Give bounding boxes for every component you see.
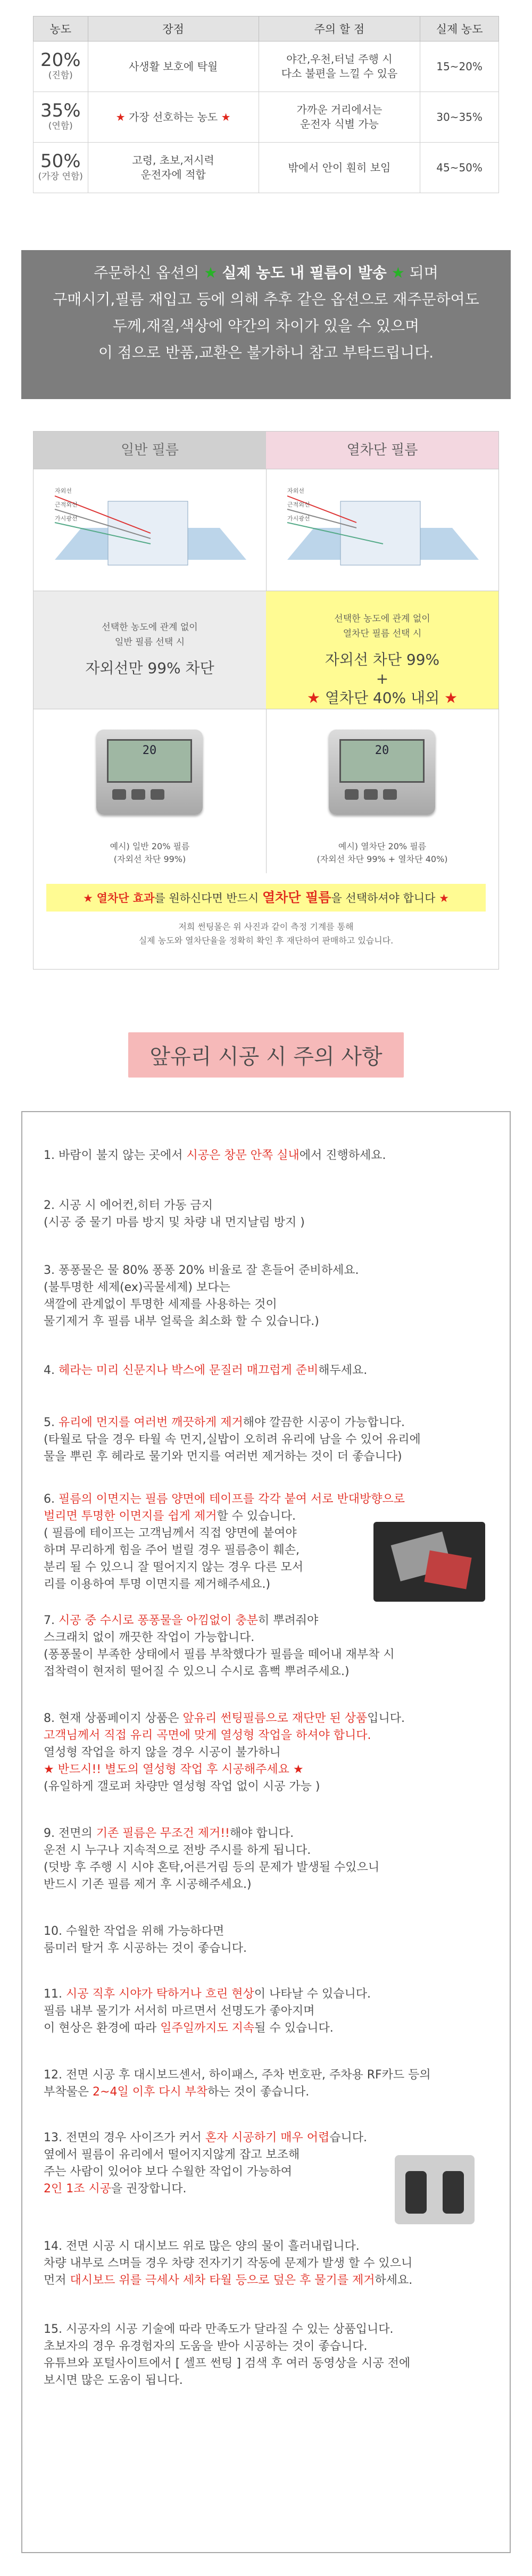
- measurement-note: 저희 썬팅몰은 위 사진과 같이 측정 기계를 통해 실제 농도와 열차단율을 정확히 확인 후 재단하여 판매하고 있습니다.: [138, 922, 394, 946]
- density-cell: 20% (진함): [34, 42, 88, 92]
- heat-block-film-desc: 선택한 농도에 관계 없이 열차단 필름 선택 시 자외선 차단 99% + ★ 열차단 40% 내외 ★: [266, 591, 498, 709]
- real-cell: 45~50%: [420, 143, 499, 193]
- heat-block-film-caption: 예시) 열차단 20% 필름 (자외선 차단 99% + 열차단 40%): [317, 841, 448, 864]
- red-star-icon: ★: [115, 110, 126, 123]
- diagram-label: 자외선: [55, 487, 72, 494]
- heat-block-film-diagram: [266, 469, 498, 591]
- heat-block-film-header: 열차단 필름: [266, 432, 498, 469]
- col-header-pros: 장점: [88, 16, 259, 42]
- table-row: [34, 92, 499, 143]
- caution-item-9: 9. 전면의 기존 필름은 무조건 제거!!해야 합니다. 운전 시 누구나 지속적으로 전방 주시를 하게 됩니다. (덧방 후 주행 시 시야 혼탁,어른거림 등의 문제가 발생될 수있으니 반드시 기존 필름 제거 후 시공해주세요.): [44, 1827, 380, 1891]
- pro-cell: 고령, 초보,저시력 운전자에 적합: [88, 143, 259, 193]
- caution-item-8: 8. 현재 상품페이지 상품은 앞유리 썬팅필름으로 재단만 된 상품입니다. 고객님께서 직접 유리 곡면에 맞게 열성형 작업을 하셔야 합니다. 열성형 작업을 하지 않을 경우 시공이 불가하니 ★ 반드시!! 별도의 열성형 작업 후 시공해주세요 ★ (유일하게 갤로퍼 차량만 열성형 작업 없이 시공 가능 ): [44, 1712, 405, 1793]
- film-comparison: [33, 431, 499, 970]
- caution-item-4: 4. 헤라는 미리 신문지나 박스에 문질러 매끄럽게 준비해두세요.: [44, 1364, 368, 1377]
- caution-cell: 야간,우천,터널 주행 시 다소 불편을 느낄 수 있음: [259, 42, 420, 92]
- film-peeling-photo: [373, 1522, 485, 1602]
- light-diagram-illustration: [44, 480, 257, 581]
- real-cell: 30~35%: [420, 92, 499, 143]
- caution-cell: 가까운 거리에서는 운전자 식별 가능: [259, 92, 420, 143]
- notice-line-1: 주문하신 옵션의 ★ 실제 농도 내 필름이 발송 ★ 되며: [94, 264, 438, 281]
- section-title: 앞유리 시공 시 주의 사항: [0, 1032, 532, 1078]
- notice-line-2: 구매시기,필름 재입고 등에 의해 추후 같은 옵션으로 재주문하여도: [53, 291, 479, 308]
- diagram-label: 근적외선: [287, 501, 310, 508]
- tint-meter-device: [96, 730, 203, 815]
- density-header-row: [34, 16, 499, 42]
- density-cell: 50% (가장 연함): [34, 143, 88, 193]
- pro-cell: 사생활 보호에 탁월: [88, 42, 259, 92]
- caution-item-14: 14. 전면 시공 시 대시보드 위로 많은 양의 물이 흘러내립니다. 차량 내부로 스며들 경우 차량 전자기기 작동에 문제가 발생 할 수 있으니 먼저 대시보드 위를 극세사 세차 타월 등으로 덮은 후 물기를 제거하세요.: [44, 2240, 413, 2287]
- red-star-icon: ★: [439, 892, 449, 905]
- red-star-icon: ★: [83, 892, 93, 905]
- caution-item-13: 13. 전면의 경우 사이즈가 커서 혼자 시공하기 매우 어렵습니다. 옆에서 필름이 유리에서 떨어지지않게 잡고 보조해 주는 사람이 있어야 보다 수월한 작업이 가능하여 2인 1조 시공을 권장합니다.: [44, 2131, 367, 2196]
- meter-screen: 20: [339, 739, 425, 783]
- density-cell: 35% (연함): [34, 92, 88, 143]
- general-film-desc: 선택한 농도에 관계 없이 일반 필름 선택 시 자외선만 99% 차단: [34, 591, 266, 709]
- caution-item-2: 2. 시공 시 에어컨,히터 가동 금지 (시공 중 물기 마름 방지 및 차량 내 먼지날림 방지 ): [44, 1199, 305, 1229]
- caution-item-5: 5. 유리에 먼지를 여러번 깨끗하게 제거해야 깔끔한 시공이 가능합니다. (타월로 닦을 경우 타월 속 먼지,실밥이 오히려 유리에 남을 수 있어 유리에 물을 뿌린 후 헤라로 물기와 먼지를 여러번 제거하는 것이 더 좋습니다): [44, 1416, 421, 1463]
- diagram-label: 가시광선: [55, 515, 78, 522]
- caution-item-7: 7. 시공 중 수시로 퐁퐁물을 아낌없이 충분히 뿌려줘야 스크래치 없이 깨끗한 작업이 가능합니다. (퐁퐁물이 부족한 상태에서 필름 부착했다가 필름을 떼어내 재부착 시 접착력이 현저히 떨어질 수 있으니 수시로 흠뻑 뿌려주세요.): [44, 1614, 395, 1678]
- caution-item-11: 11. 시공 직후 시야가 탁하거나 흐린 현상이 나타날 수 있습니다. 필름 내부 물기가 서서히 마르면서 선명도가 좋아지며 이 현상은 환경에 따라 일주일까지도 지속될 수 있습니다.: [44, 1987, 371, 2035]
- red-star-icon: ★: [306, 689, 320, 707]
- diagram-label: 근적외선: [55, 501, 78, 508]
- meter-screen: 20: [107, 739, 192, 783]
- pro-cell: ★ 가장 선호하는 농도 ★: [88, 92, 259, 143]
- green-star-icon: ★: [391, 264, 405, 281]
- col-header-caution: 주의 할 점: [259, 16, 420, 42]
- caution-item-12: 12. 전면 시공 후 대시보드센서, 하이패스, 주차 번호판, 주차용 RF카드 등의 부착물은 2~4일 이후 다시 부착하는 것이 좋습니다.: [44, 2068, 431, 2099]
- diagram-label: 자외선: [287, 487, 304, 494]
- general-film-header: 일반 필름: [34, 432, 266, 469]
- red-star-icon: ★: [444, 689, 458, 707]
- light-diagram-illustration: [277, 480, 489, 581]
- real-cell: 15~20%: [420, 42, 499, 92]
- table-row: [34, 42, 499, 92]
- installation-cautions: [21, 1111, 511, 2553]
- density-table: [33, 16, 499, 193]
- caution-cell: 밖에서 안이 훤히 보임: [259, 143, 420, 193]
- shipping-notice: [21, 250, 511, 399]
- col-header-real: 실제 농도: [420, 16, 499, 42]
- notice-line-3: 두께,재질,색상에 약간의 차이가 있을 수 있으며: [112, 317, 420, 335]
- general-film-diagram: [34, 469, 266, 591]
- tint-meter-device: [329, 730, 435, 815]
- notice-line-4: 이 점으로 반품,교환은 불가하니 참고 부탁드립니다.: [98, 344, 434, 361]
- caution-item-15: 15. 시공자의 시공 기술에 따라 만족도가 달라질 수 있는 상품입니다. 초보자의 경우 유경험자의 도움을 받아 시공하는 것이 좋습니다. 유튜브와 포털사이트에서 [ 셀프 썬팅 ] 검색 후 여러 동영상을 시공 전에 보시면 많은 도움이 됩니다.: [44, 2323, 411, 2387]
- caution-item-1: 1. 바람이 불지 않는 곳에서 시공은 창문 안쪽 실내에서 진행하세요.: [44, 1149, 386, 1162]
- heat-block-film-meter: [266, 709, 498, 835]
- table-row: [34, 143, 499, 193]
- heat-block-warning: ★ 열차단 효과를 원하신다면 반드시 열차단 필름을 선택하셔야 합니다 ★: [46, 884, 486, 912]
- col-header-density: 농도: [34, 16, 88, 42]
- two-person-install-photo: [395, 2155, 475, 2224]
- red-star-icon: ★: [221, 110, 231, 123]
- caution-item-6: 6. 필름의 이면지는 필름 양면에 테이프를 각각 붙여 서로 반대방향으로 벌리면 투명한 이면지를 쉽게 제거할 수 있습니다. ( 필름에 테이프는 고객님께서 직접 양면에 붙여야 하며 무리하게 힘을 주어 벌릴 경우 필름층이 훼손, 분리 될 수 있으니 잘 떨어지지 않는 경우 다른 모서 리를 이용하여 투명 이면지를 제거해주세요.): [44, 1493, 405, 1591]
- green-star-icon: ★: [204, 264, 218, 281]
- general-film-column: [34, 432, 267, 873]
- heat-block-film-column: [266, 432, 498, 873]
- general-film-meter: [34, 709, 266, 835]
- caution-item-10: 10. 수월한 작업을 위해 가능하다면 룸미러 탈거 후 시공하는 것이 좋습니다.: [44, 1925, 247, 1955]
- caution-item-3: 3. 퐁퐁물은 물 80% 퐁퐁 20% 비율로 잘 흔들어 준비하세요. (불투명한 세제(ex)곡물세제) 보다는 색깔에 관계없이 투명한 세제를 사용하는 것이 물기제거 후 필름 내부 얼룩을 최소화 할 수 있습니다.): [44, 1264, 359, 1328]
- diagram-label: 가시광선: [287, 515, 310, 522]
- general-film-caption: 예시) 일반 20% 필름 (자외선 차단 99%): [110, 841, 190, 864]
